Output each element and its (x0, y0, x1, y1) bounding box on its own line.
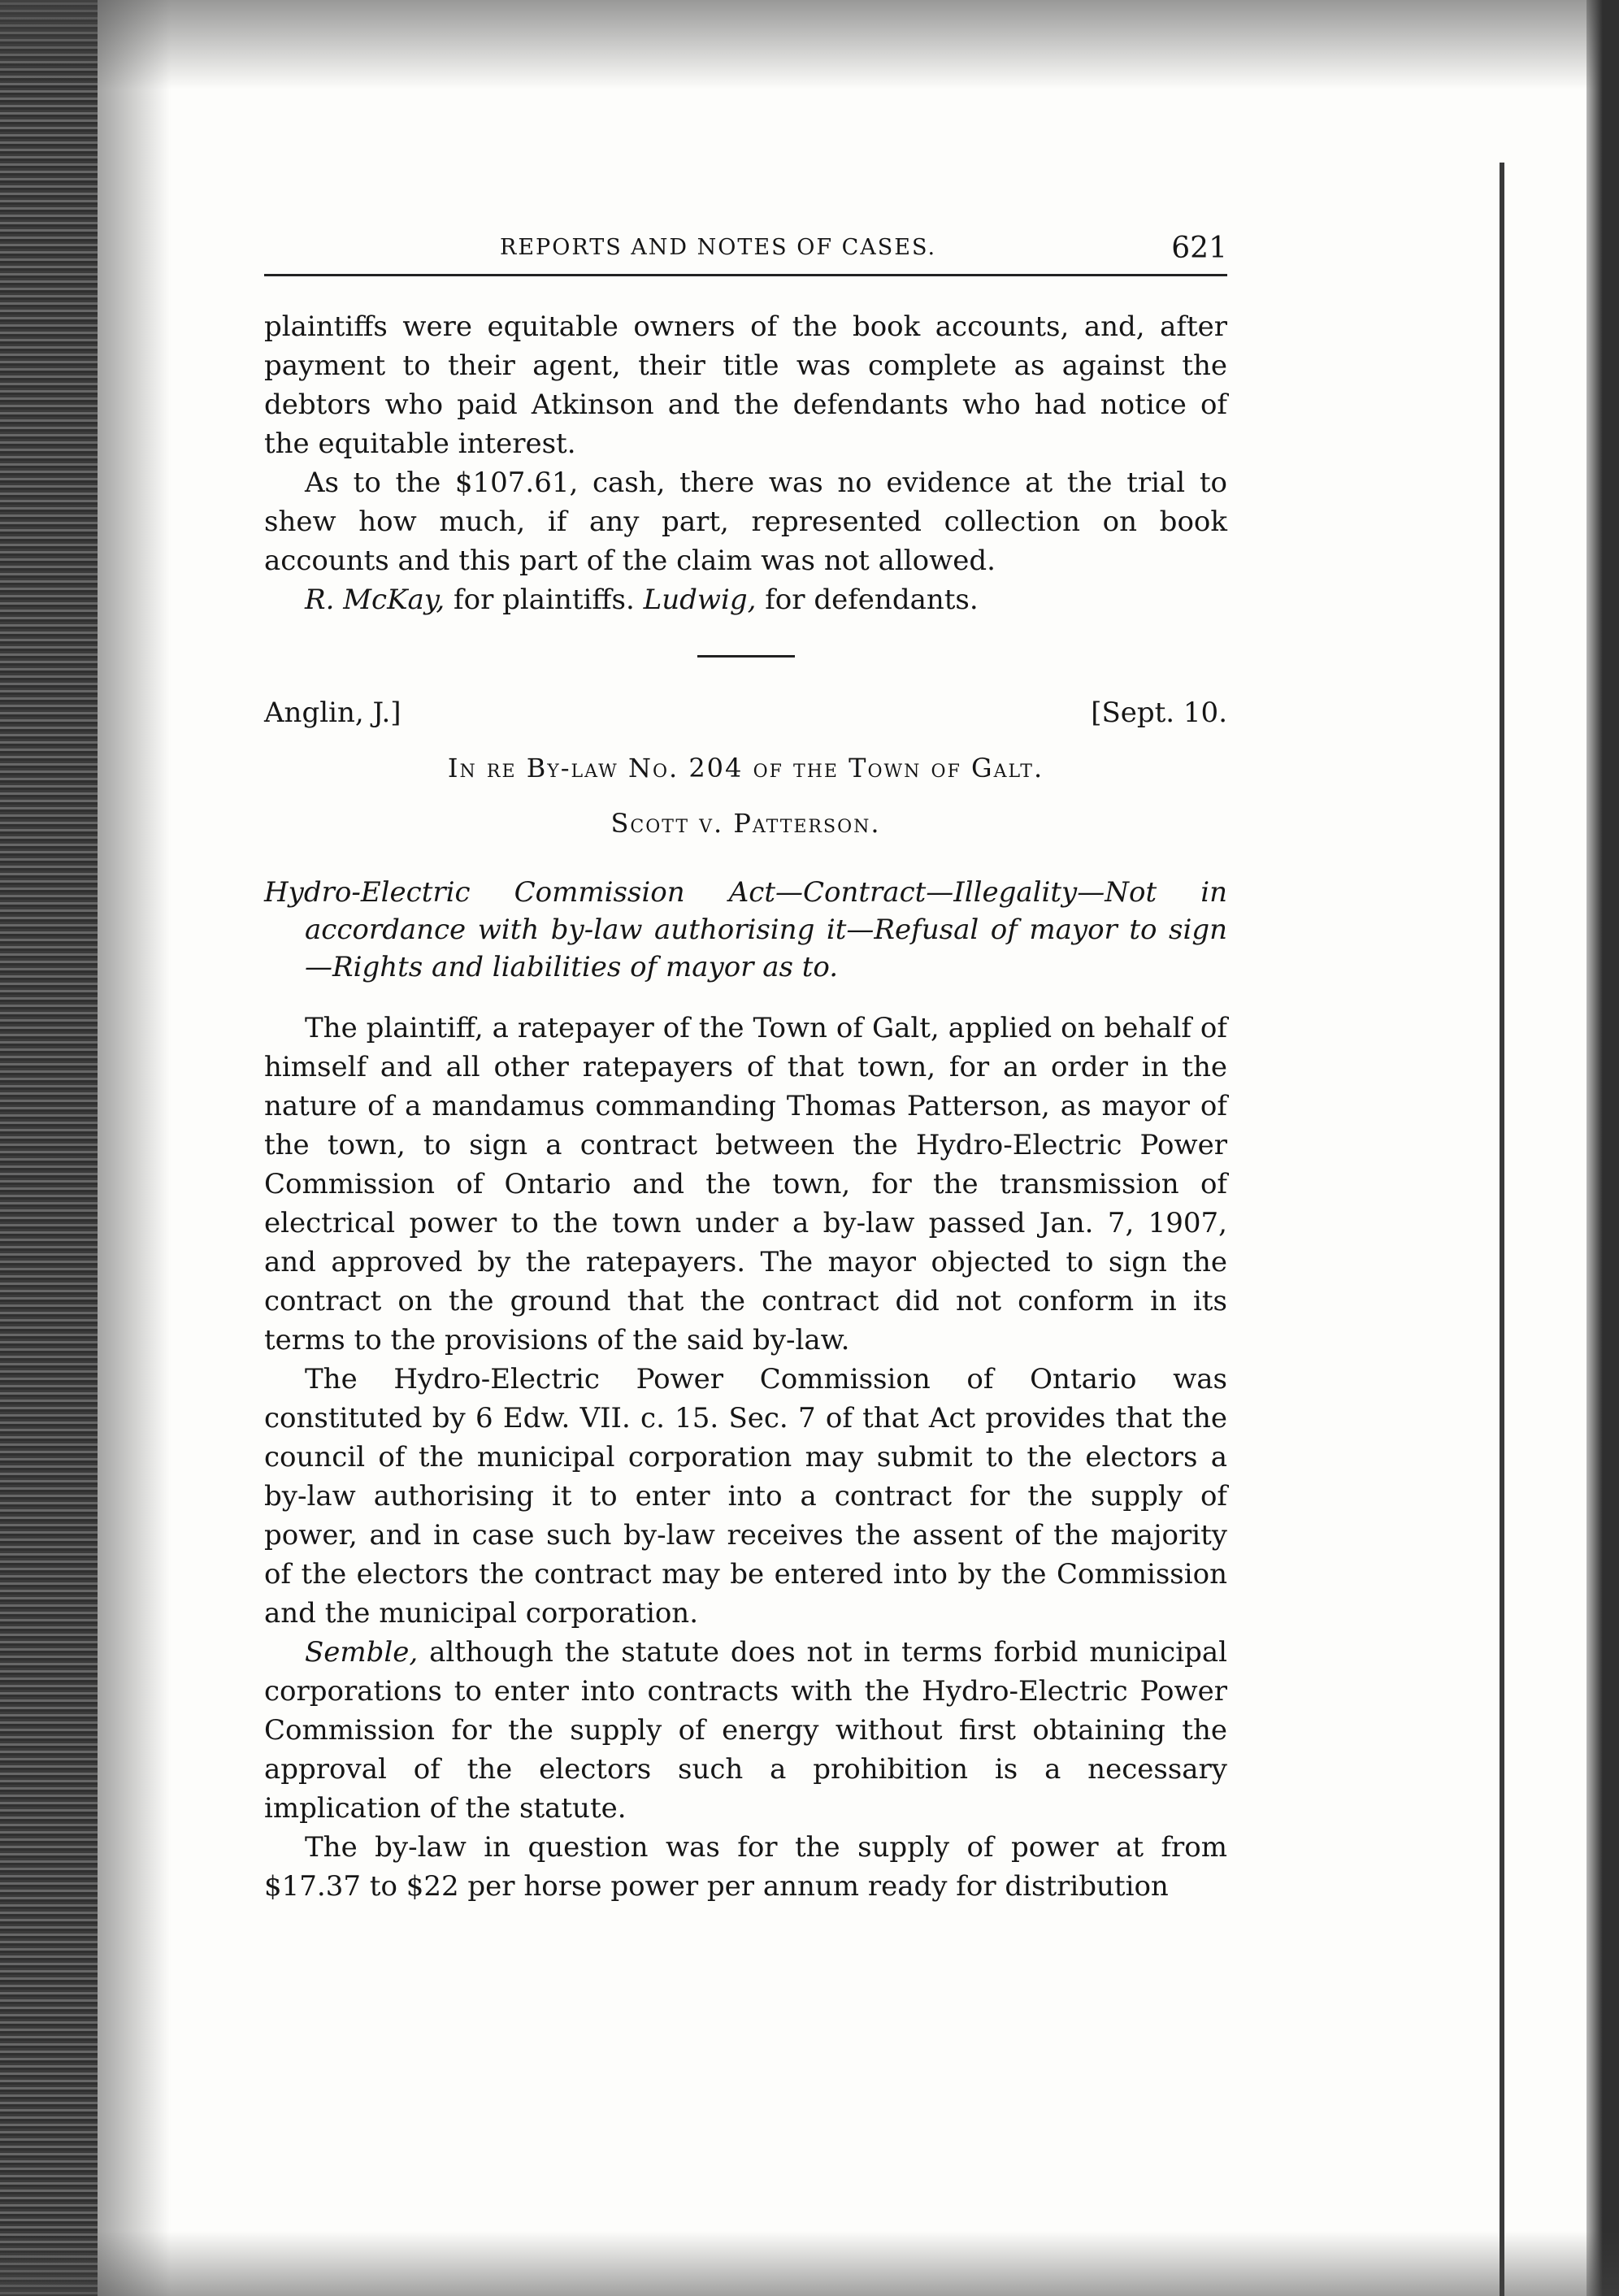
paragraph-application: The plaintiff, a ratepayer of the Town of Galt, applied on behalf of himself and all other ratepayers of that town, for an order in the nature of a mandamus commanding Thomas Patterson, as mayor of the town, to sign a contract between the Hydro-Electric Power Commission of Ontario and the town, for the transmission of electrical power to the town under a by-law passed Jan. 7, 1907, and approved by the ratepayers. The mayor objected to sign the contract on the ground that the contract did not conform in its terms to the provisions of the said by-law. (264, 1012, 1227, 1356)
scan-edge-left (0, 0, 98, 2296)
paragraph-continuation: plaintiffs were equitable owners of the book accounts, and, after payment to their agent, their title was complete as against the debtors who paid Atkinson and the defendants who had notice of the equitable interest. (264, 310, 1227, 460)
paragraph-bylaw: The by-law in question was for the supply of power at from $17.37 to $22 per horse power per annum ready for distribution (264, 1831, 1227, 1903)
scan-shadow-bottom (0, 2231, 1619, 2296)
paragraph-semble (264, 1633, 1227, 1828)
case-parties: Scott v. Patterson. (610, 808, 881, 839)
case-title: In re By-law No. 204 of the Town of Galt. (447, 753, 1044, 783)
semble-lead: Semble, (305, 1636, 419, 1669)
case-separator-rule (697, 655, 795, 658)
headnote: Hydro-Electric Commission Act—Contract—Illegality—Not in accordance with by-law authorising it—Refusal of mayor to sign—Rights and liabilities of mayor as to. (264, 876, 1227, 983)
page-content (264, 232, 1227, 1906)
scan-binding-line (1500, 163, 1504, 2296)
running-head (264, 232, 1227, 269)
scan-shadow-left (98, 0, 171, 2296)
semble-text: although the statute does not in terms forbid municipal corporations to enter into contracts with the Hydro-Electric Power Commission for the supply of energy without first obtaining the approval of the electors such a prohibition is a necessary implication of the statute. (264, 1636, 1227, 1825)
paragraph-commission: The Hydro-Electric Power Commission of Ontario was constituted by 6 Edw. VII. c. 15. Sec. 7 of that Act provides that the council of the municipal corporation may submit to the electors a by-law authorising it to enter into a contract for the supply of power, and in case such by-law receives the assent of the majority of the electors the contract may be entered into by the Commission and the municipal corporation. (264, 1363, 1227, 1630)
plaintiff-counsel-role: for plaintiffs. (445, 584, 644, 616)
scan-edge-right (1586, 0, 1619, 2296)
judge-name: Anglin, J.] (264, 697, 401, 729)
counsel-line (264, 580, 1227, 619)
plaintiff-counsel-name: R. McKay, (305, 584, 445, 616)
page-number: 621 (1171, 232, 1227, 265)
defendant-counsel-role: for defendants. (756, 584, 979, 616)
scan-shadow-top (0, 0, 1619, 89)
paragraph-cash-claim: As to the $107.61, cash, there was no evidence at the trial to shew how much, if any part, represented collection on book accounts and this part of the claim was not allowed. (264, 467, 1227, 577)
decision-date: [Sept. 10. (1091, 697, 1227, 729)
running-title: REPORTS AND NOTES OF CASES. (500, 235, 937, 260)
defendant-counsel-name: Ludwig, (643, 584, 757, 616)
judge-date-line (264, 697, 1227, 737)
header-rule (264, 274, 1227, 276)
